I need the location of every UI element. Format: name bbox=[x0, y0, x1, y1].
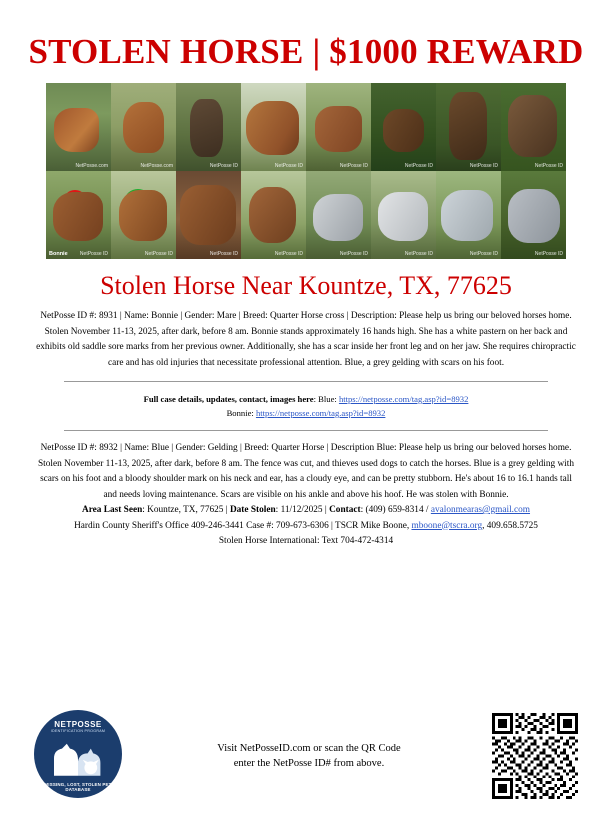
contact-email-link[interactable]: avalonmearas@gmail.com bbox=[430, 505, 531, 515]
horse-bonnie-text: NetPosse ID #: 8931 | Name: Bonnie | Gender: Mare | Breed: Quarter Horse cross | Description: Please help us bring our beloved horses home. Stolen November 11-13, 2025, after dark, before 8 am. Bonnie stands approximately 16 hands high. She has a white pastern on her back and exhibits old saddle sore marks from her previous owner. Additionally, she has a scar inside her front leg and on her jaw. She requires chiropractic care and has old injuries that necessitate professional attention. Blue, a grey gelding with scars on his foot. bbox=[36, 311, 576, 368]
sheriff-email-link[interactable]: mboone@tscra.org bbox=[411, 520, 483, 531]
arrow-marker-icon bbox=[56, 131, 72, 146]
area-last-seen-value: : Kountze, TX, 77625 | bbox=[142, 505, 230, 515]
photo-watermark: NetPosse ID bbox=[144, 251, 173, 257]
case-links bbox=[24, 392, 588, 420]
sheriff-text-a: Hardin County Sheriff's Office 409-246-3441 Case #: 709-673-6306 | TSCR Mike Boone, bbox=[74, 520, 412, 531]
photo-cell[interactable] bbox=[371, 83, 436, 171]
contact-label: Contact bbox=[329, 505, 361, 515]
photo-watermark: NetPosse ID bbox=[534, 163, 563, 169]
photo-cell[interactable] bbox=[176, 83, 241, 171]
photo-watermark: NetPosse ID bbox=[469, 251, 498, 257]
sheriff-text-b: , 409.658.5725 bbox=[482, 520, 538, 531]
photo-watermark: NetPosse.com bbox=[75, 163, 108, 169]
photo-cell[interactable] bbox=[241, 171, 306, 259]
photo-watermark: NetPosse ID bbox=[339, 163, 368, 169]
contact-line-area bbox=[24, 503, 588, 519]
photo-watermark: NetPosse ID bbox=[404, 163, 433, 169]
photo-cell[interactable] bbox=[46, 83, 111, 171]
case-links-line2 bbox=[24, 406, 588, 420]
photo-watermark: NetPosse.com bbox=[140, 163, 173, 169]
logo-sub-text: IDENTIFICATION PROGRAM bbox=[50, 729, 106, 733]
logo-top-text: NETPOSSE bbox=[54, 720, 102, 729]
circle-marker-icon bbox=[189, 201, 227, 227]
photo-cell[interactable] bbox=[306, 83, 371, 171]
horse-blue-description bbox=[34, 441, 578, 503]
horse-bonnie-description bbox=[34, 309, 578, 371]
horse-dog-cat-icon bbox=[46, 736, 110, 782]
netposse-logo bbox=[34, 710, 126, 802]
poster-footer bbox=[0, 708, 612, 804]
area-last-seen-label: Area Last Seen bbox=[81, 505, 143, 515]
photo-watermark: NetPosse ID bbox=[469, 163, 498, 169]
case-links-label: Full case details, updates, contact, images here bbox=[143, 394, 314, 404]
contact-phone: : (409) 659-8314 / bbox=[360, 505, 431, 515]
qr-code[interactable] bbox=[492, 713, 578, 799]
photo-cell[interactable] bbox=[46, 171, 111, 259]
photo-watermark: NetPosse ID bbox=[339, 251, 368, 257]
photo-watermark: NetPosse ID bbox=[79, 251, 108, 257]
footer-line-2: enter the NetPosse ID# from above. bbox=[233, 758, 385, 769]
case-links-line1 bbox=[24, 392, 588, 406]
photo-row bbox=[46, 171, 566, 259]
photo-cell[interactable] bbox=[436, 171, 501, 259]
photo-cell[interactable] bbox=[111, 171, 176, 259]
photo-collage bbox=[46, 83, 566, 259]
photo-cell[interactable] bbox=[176, 171, 241, 259]
photo-watermark: NetPosse ID bbox=[274, 251, 303, 257]
photo-watermark: NetPosse ID bbox=[209, 163, 238, 169]
photo-caption: Bonnie bbox=[49, 251, 68, 257]
contact-line-international: Stolen Horse International: Text 704-472-4314 bbox=[218, 536, 394, 546]
circle-marker-icon bbox=[267, 129, 293, 155]
footer-line-1: Visit NetPosseID.com or scan the QR Code bbox=[217, 743, 401, 754]
photo-cell[interactable] bbox=[306, 171, 371, 259]
location-headline: Stolen Horse Near Kountze, TX, 77625 bbox=[100, 271, 512, 300]
circle-marker-icon bbox=[63, 190, 87, 214]
photo-watermark: NetPosse ID bbox=[274, 163, 303, 169]
horse-blue-text: NetPosse ID #: 8932 | Name: Blue | Gender: Gelding | Breed: Quarter Horse | Description Blue: Please help us bring our beloved horses home. Stolen November 11-13, 2025, after dark, before 8 am. The fence was cut, and thieves used dogs to catch the horses. Blue is a grey gelding with scars on his foot and a bloody shoulder mark on his neck and ear, has a cloudy eye, and can be pretty stubborn. He's about 16 to 16.1 hands tall and needs loving maintenance. Scars are visible on his ankle and above his hoof. He was stolen with Bonnie. bbox=[38, 443, 574, 500]
divider bbox=[64, 381, 548, 382]
case-link-bonnie[interactable]: https://netposse.com/tag.asp?id=8932 bbox=[255, 408, 386, 418]
contact-info bbox=[24, 503, 588, 550]
photo-cell[interactable] bbox=[501, 83, 566, 171]
case-link-blue[interactable]: https://netposse.com/tag.asp?id=8932 bbox=[338, 394, 469, 404]
photo-watermark: NetPosse ID bbox=[209, 251, 238, 257]
photo-cell[interactable] bbox=[371, 171, 436, 259]
photo-cell[interactable] bbox=[111, 83, 176, 171]
circle-marker-icon bbox=[125, 189, 151, 211]
photo-watermark: NetPosse ID bbox=[404, 251, 433, 257]
date-stolen-value: : 11/12/2025 | bbox=[275, 505, 330, 515]
photo-cell[interactable] bbox=[436, 83, 501, 171]
photo-row bbox=[46, 83, 566, 171]
photo-cell[interactable] bbox=[241, 83, 306, 171]
case-links-blue-label: : Blue: bbox=[313, 394, 339, 404]
case-links-bonnie-label: Bonnie: bbox=[226, 408, 256, 418]
poster-page bbox=[0, 30, 612, 822]
circle-marker-icon bbox=[521, 95, 551, 119]
date-stolen-label: Date Stolen bbox=[229, 505, 276, 515]
photo-watermark: NetPosse ID bbox=[534, 251, 563, 257]
logo-circle bbox=[34, 710, 122, 798]
photo-cell[interactable] bbox=[501, 171, 566, 259]
page-title: STOLEN HORSE | $1000 REWARD bbox=[28, 32, 584, 71]
contact-line-sheriff bbox=[24, 519, 588, 535]
footer-instructions bbox=[126, 741, 492, 771]
divider bbox=[64, 430, 548, 431]
logo-bottom-text: MISSING, LOST, STOLEN PET DATABASE bbox=[44, 782, 112, 792]
